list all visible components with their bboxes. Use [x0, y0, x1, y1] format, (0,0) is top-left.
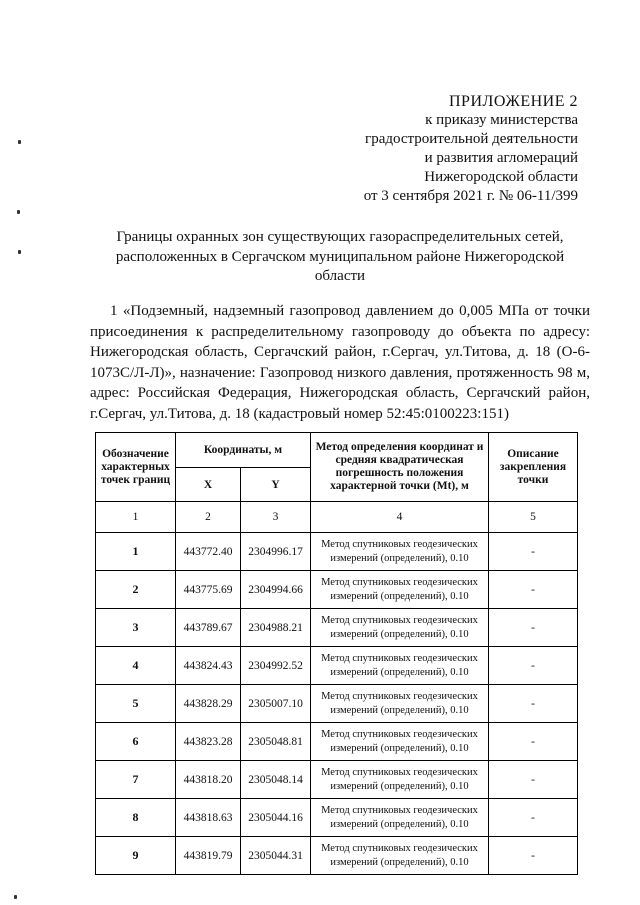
header-method: Метод определения координат и средняя квадратическая погрешность положения характерной точки (Mt), м [311, 433, 489, 502]
x-coordinate: 443818.63 [176, 799, 241, 837]
x-coordinate: 443828.29 [176, 685, 241, 723]
fixing-cell: - [489, 647, 578, 685]
column-number: 2 [176, 502, 241, 533]
point-number: 6 [96, 723, 176, 761]
y-coordinate: 2305007.10 [241, 685, 311, 723]
method-cell: Метод спутниковых геодезических измерений (определений), 0.10 [311, 609, 489, 647]
header-y: Y [241, 468, 311, 502]
column-number: 1 [96, 502, 176, 533]
table-row [96, 723, 578, 761]
point-number: 3 [96, 609, 176, 647]
x-coordinate: 443819.79 [176, 837, 241, 875]
point-number: 7 [96, 761, 176, 799]
header-coords: Координаты, м [176, 433, 311, 468]
fixing-cell: - [489, 571, 578, 609]
method-cell: Метод спутниковых геодезических измерений (определений), 0.10 [311, 799, 489, 837]
fixing-cell: - [489, 723, 578, 761]
appendix-line: и развития агломераций [424, 150, 578, 166]
table-row [96, 533, 578, 571]
point-number: 5 [96, 685, 176, 723]
scan-speck [18, 140, 21, 144]
point-number: 8 [96, 799, 176, 837]
object-description: 1 «Подземный, надземный газопровод давлением до 0,005 МПа от точки присоединения к распределительному газопроводу до объекта по адресу: Нижегородская область, Сергачский район, г.Сергач, ул.Титова, д. 18 (О-6-1073С/Л-Л)», назначение: Газопровод низкого давления, протяженность 98 м, адрес: Российская Федерация, Нижегородская область, Сергачский район, г.Сергач, ул.Титова, д. 18 (кадастровый номер 52:45:0100223:151) [90, 303, 590, 422]
scan-speck [18, 250, 21, 254]
header-fixing: Описание закрепления точки [489, 433, 578, 502]
scan-speck [17, 210, 20, 214]
column-number: 5 [489, 502, 578, 533]
table-row [96, 799, 578, 837]
table-row [96, 609, 578, 647]
point-number: 4 [96, 647, 176, 685]
fixing-cell: - [489, 761, 578, 799]
table-row [96, 647, 578, 685]
fixing-cell: - [489, 685, 578, 723]
table-row [96, 685, 578, 723]
table-row [96, 761, 578, 799]
appendix-block [364, 92, 578, 206]
y-coordinate: 2304994.66 [241, 571, 311, 609]
method-cell: Метод спутниковых геодезических измерений (определений), 0.10 [311, 723, 489, 761]
method-cell: Метод спутниковых геодезических измерений (определений), 0.10 [311, 571, 489, 609]
y-coordinate: 2304996.17 [241, 533, 311, 571]
fixing-cell: - [489, 609, 578, 647]
x-coordinate: 443824.43 [176, 647, 241, 685]
y-coordinate: 2305044.31 [241, 837, 311, 875]
point-number: 9 [96, 837, 176, 875]
y-coordinate: 2305048.14 [241, 761, 311, 799]
table-row [96, 571, 578, 609]
fixing-cell: - [489, 837, 578, 875]
x-coordinate: 443789.67 [176, 609, 241, 647]
method-cell: Метод спутниковых геодезических измерений (определений), 0.10 [311, 647, 489, 685]
column-number: 4 [311, 502, 489, 533]
document-title: Границы охранных зон существующих газораспределительных сетей, расположенных в Сергачском муниципальном районе Нижегородской области [115, 229, 565, 284]
column-number: 3 [241, 502, 311, 533]
method-cell: Метод спутниковых геодезических измерений (определений), 0.10 [311, 685, 489, 723]
x-coordinate: 443823.28 [176, 723, 241, 761]
y-coordinate: 2304988.21 [241, 609, 311, 647]
y-coordinate: 2304992.52 [241, 647, 311, 685]
appendix-line: градостроительной деятельности [365, 131, 578, 147]
header-x: X [176, 468, 241, 502]
method-cell: Метод спутниковых геодезических измерений (определений), 0.10 [311, 837, 489, 875]
appendix-line: Нижегородской области [424, 169, 578, 185]
fixing-cell: - [489, 799, 578, 837]
x-coordinate: 443818.20 [176, 761, 241, 799]
fixing-cell: - [489, 533, 578, 571]
y-coordinate: 2305044.16 [241, 799, 311, 837]
coordinates-table [95, 432, 578, 875]
appendix-line: к приказу министерства [425, 112, 578, 128]
x-coordinate: 443772.40 [176, 533, 241, 571]
appendix-line: от 3 сентября 2021 г. № 06-11/399 [363, 188, 578, 204]
x-coordinate: 443775.69 [176, 571, 241, 609]
point-number: 2 [96, 571, 176, 609]
method-cell: Метод спутниковых геодезических измерений (определений), 0.10 [311, 533, 489, 571]
table-row [96, 837, 578, 875]
header-point: Обозначение характерных точек границ [96, 433, 176, 502]
scan-speck [14, 895, 17, 899]
y-coordinate: 2305048.81 [241, 723, 311, 761]
appendix-heading: ПРИЛОЖЕНИЕ 2 [448, 93, 578, 110]
method-cell: Метод спутниковых геодезических измерений (определений), 0.10 [311, 761, 489, 799]
point-number: 1 [96, 533, 176, 571]
